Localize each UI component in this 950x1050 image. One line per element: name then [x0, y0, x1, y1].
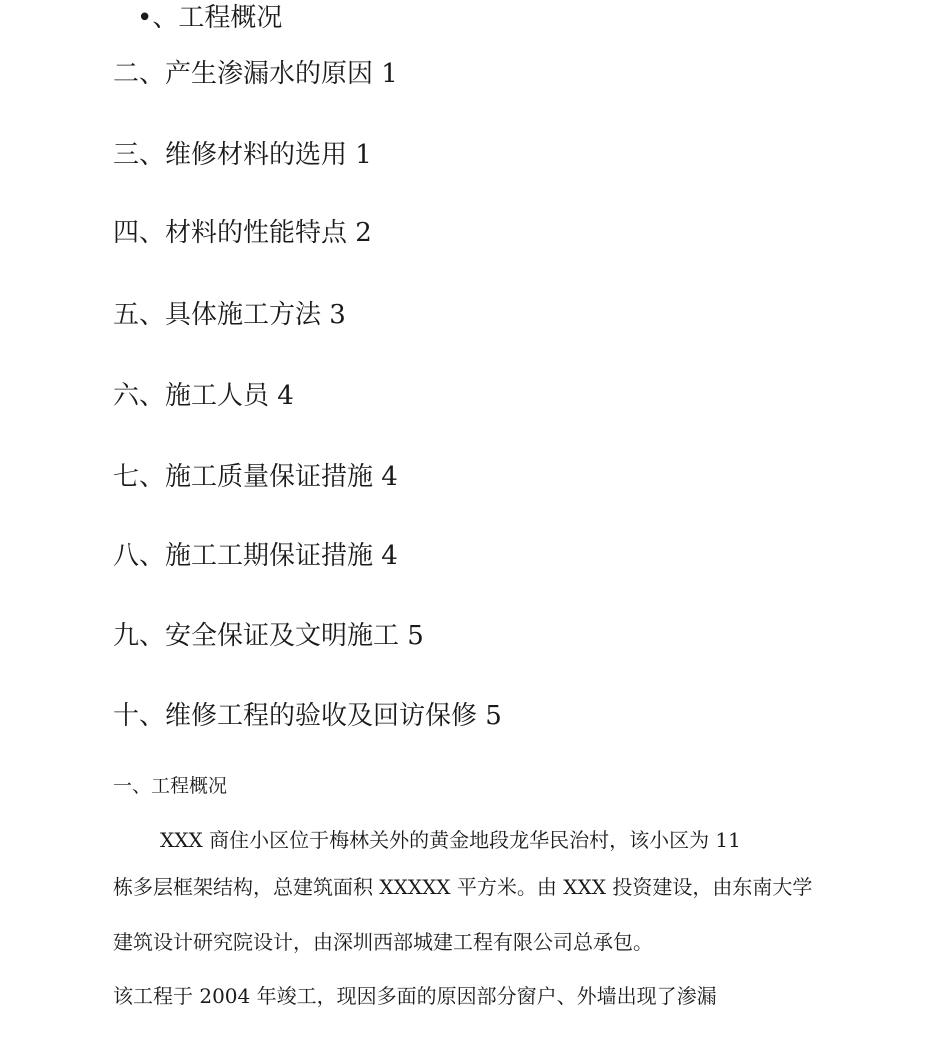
toc-item-3: 三、维修材料的选用 1	[113, 140, 372, 170]
toc-item-9: 九、安全保证及文明施工 5	[113, 621, 424, 651]
toc-item-2: 二、产生渗漏水的原因 1	[113, 59, 398, 89]
toc-item-8: 八、施工工期保证措施 4	[113, 541, 398, 571]
body-paragraph-line: 栋多层框架结构，总建筑面积 XXXXX 平方米。由 XXX 投资建设，由东南大学	[113, 875, 813, 899]
body-paragraph-line: 该工程于 2004 年竣工，现因多面的原因部分窗户、外墙出现了渗漏	[113, 984, 717, 1008]
toc-item-1: •、工程概况	[137, 3, 283, 33]
body-paragraph-line: XXX 商住小区位于梅林关外的黄金地段龙华民治村，该小区为 11	[160, 828, 741, 852]
body-paragraph-line: 建筑设计研究院设计，由深圳西部城建工程有限公司总承包。	[113, 930, 653, 954]
toc-item-7: 七、施工质量保证措施 4	[113, 462, 398, 492]
toc-item-6: 六、施工人员 4	[113, 381, 294, 411]
section-heading: 一、工程概况	[113, 775, 228, 797]
toc-item-5: 五、具体施工方法 3	[113, 300, 346, 330]
toc-item-4: 四、材料的性能特点 2	[113, 218, 372, 248]
toc-item-10: 十、维修工程的验收及回访保修 5	[113, 701, 502, 731]
